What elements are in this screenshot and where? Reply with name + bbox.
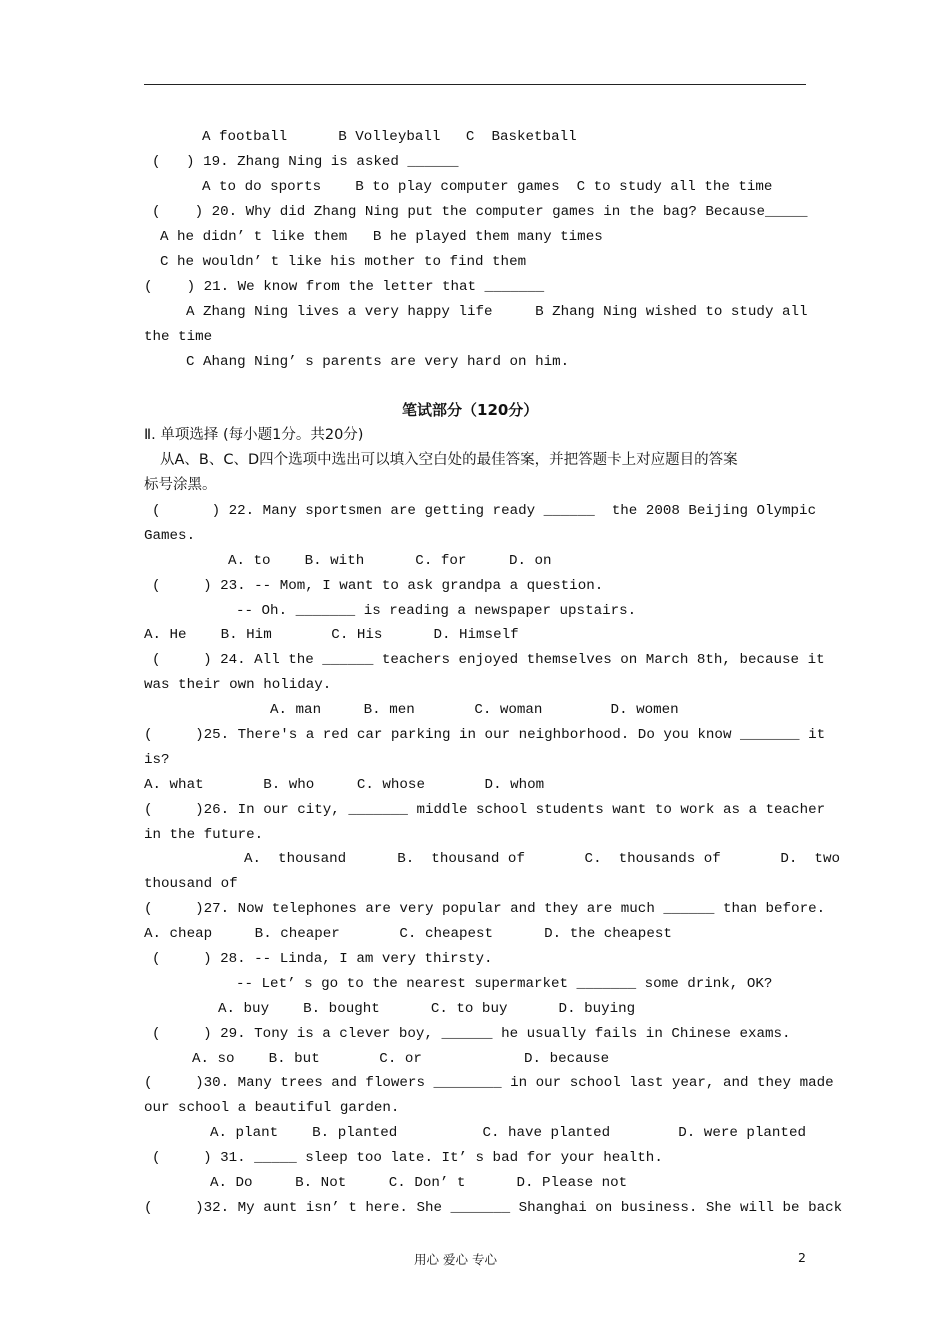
option-line-q20-a: A he didn’ t like them B he played them many times (160, 229, 603, 245)
question-25: ( )25. There's a red car parking in our neighborhood. Do you know _______ it (144, 727, 826, 743)
options-31: A. Do B. Not C. Don’ t D. Please not (210, 1175, 628, 1191)
option-line-q18: A football B Volleyball C Basketball (202, 129, 577, 145)
footer-motto: 用心 爱心 专心 (414, 1252, 497, 1267)
question-27: ( )27. Now telephones are very popular and they are much ______ than before. (144, 901, 826, 917)
options-23: A. He B. Him C. His D. Himself (144, 627, 519, 643)
options-26-cont: thousand of (144, 876, 238, 892)
options-30: A. plant B. planted C. have planted D. were planted (210, 1125, 806, 1141)
question-28: ( ) 28. -- Linda, I am very thirsty. (152, 951, 493, 967)
option-line-q19: A to do sports B to play computer games C to study all the time (202, 179, 773, 195)
question-23: ( ) 23. -- Mom, I want to ask grandpa a question. (152, 578, 604, 594)
question-20: ( ) 20. Why did Zhang Ning put the computer games in the bag? Because_____ (152, 204, 808, 220)
options-26: A. thousand B. thousand of C. thousands of D. two (244, 851, 840, 867)
instructions: 从A、B、C、D四个选项中选出可以填入空白处的最佳答案，并把答题卡上对应题目的答案 (160, 452, 738, 468)
question-28-cont: -- Let’ s go to the nearest supermarket _______ some drink, OK? (236, 976, 773, 992)
question-19: ( ) 19. Zhang Ning is asked ______ (152, 154, 459, 170)
option-line-q21-c: C Ahang Ning’ s parents are very hard on him. (186, 354, 570, 370)
section-title: Ⅱ. 单项选择 (每小题1分。共20分) (144, 427, 364, 443)
options-29: A. so B. but C. or D. because (192, 1051, 610, 1067)
question-25-cont: is? (144, 752, 170, 768)
question-32: ( )32. My aunt isn’ t here. She _______ Shanghai on business. She will be back (144, 1200, 843, 1216)
question-22: ( ) 22. Many sportsmen are getting ready ______ the 2008 Beijing Olympic (152, 503, 817, 519)
question-22-cont: Games. (144, 528, 196, 544)
question-21: ( ) 21. We know from the letter that _______ (144, 279, 545, 295)
options-25: A. what B. who C. whose D. whom (144, 777, 545, 793)
question-30: ( )30. Many trees and flowers ________ in our school last year, and they made (144, 1075, 834, 1091)
option-line-q20-c: C he wouldn’ t like his mother to find them (160, 254, 527, 270)
question-24-cont: was their own holiday. (144, 677, 332, 693)
instructions-cont: 标号涂黑。 (144, 477, 217, 493)
options-24: A. man B. men C. woman D. women (270, 702, 679, 718)
question-30-cont: our school a beautiful garden. (144, 1100, 400, 1116)
option-line-q21-cont: the time (144, 329, 213, 345)
header-rule (144, 84, 806, 85)
page-number: 2 (798, 1250, 806, 1265)
question-23-cont: -- Oh. _______ is reading a newspaper upstairs. (236, 603, 637, 619)
question-24: ( ) 24. All the ______ teachers enjoyed themselves on March 8th, because it (152, 652, 825, 668)
options-28: A. buy B. bought C. to buy D. buying (218, 1001, 636, 1017)
question-31: ( ) 31. _____ sleep too late. It’ s bad for your health. (152, 1150, 663, 1166)
options-27: A. cheap B. cheaper C. cheapest D. the cheapest (144, 926, 672, 942)
question-26-cont: in the future. (144, 827, 264, 843)
question-26: ( )26. In our city, _______ middle school students want to work as a teacher (144, 802, 826, 818)
option-line-q21-a: A Zhang Ning lives a very happy life B Zhang Ning wished to study all (186, 304, 808, 320)
question-29: ( ) 29. Tony is a clever boy, ______ he usually fails in Chinese exams. (152, 1026, 791, 1042)
section-heading: 笔试部分（120分） (402, 401, 539, 419)
options-22: A. to B. with C. for D. on (228, 553, 552, 569)
